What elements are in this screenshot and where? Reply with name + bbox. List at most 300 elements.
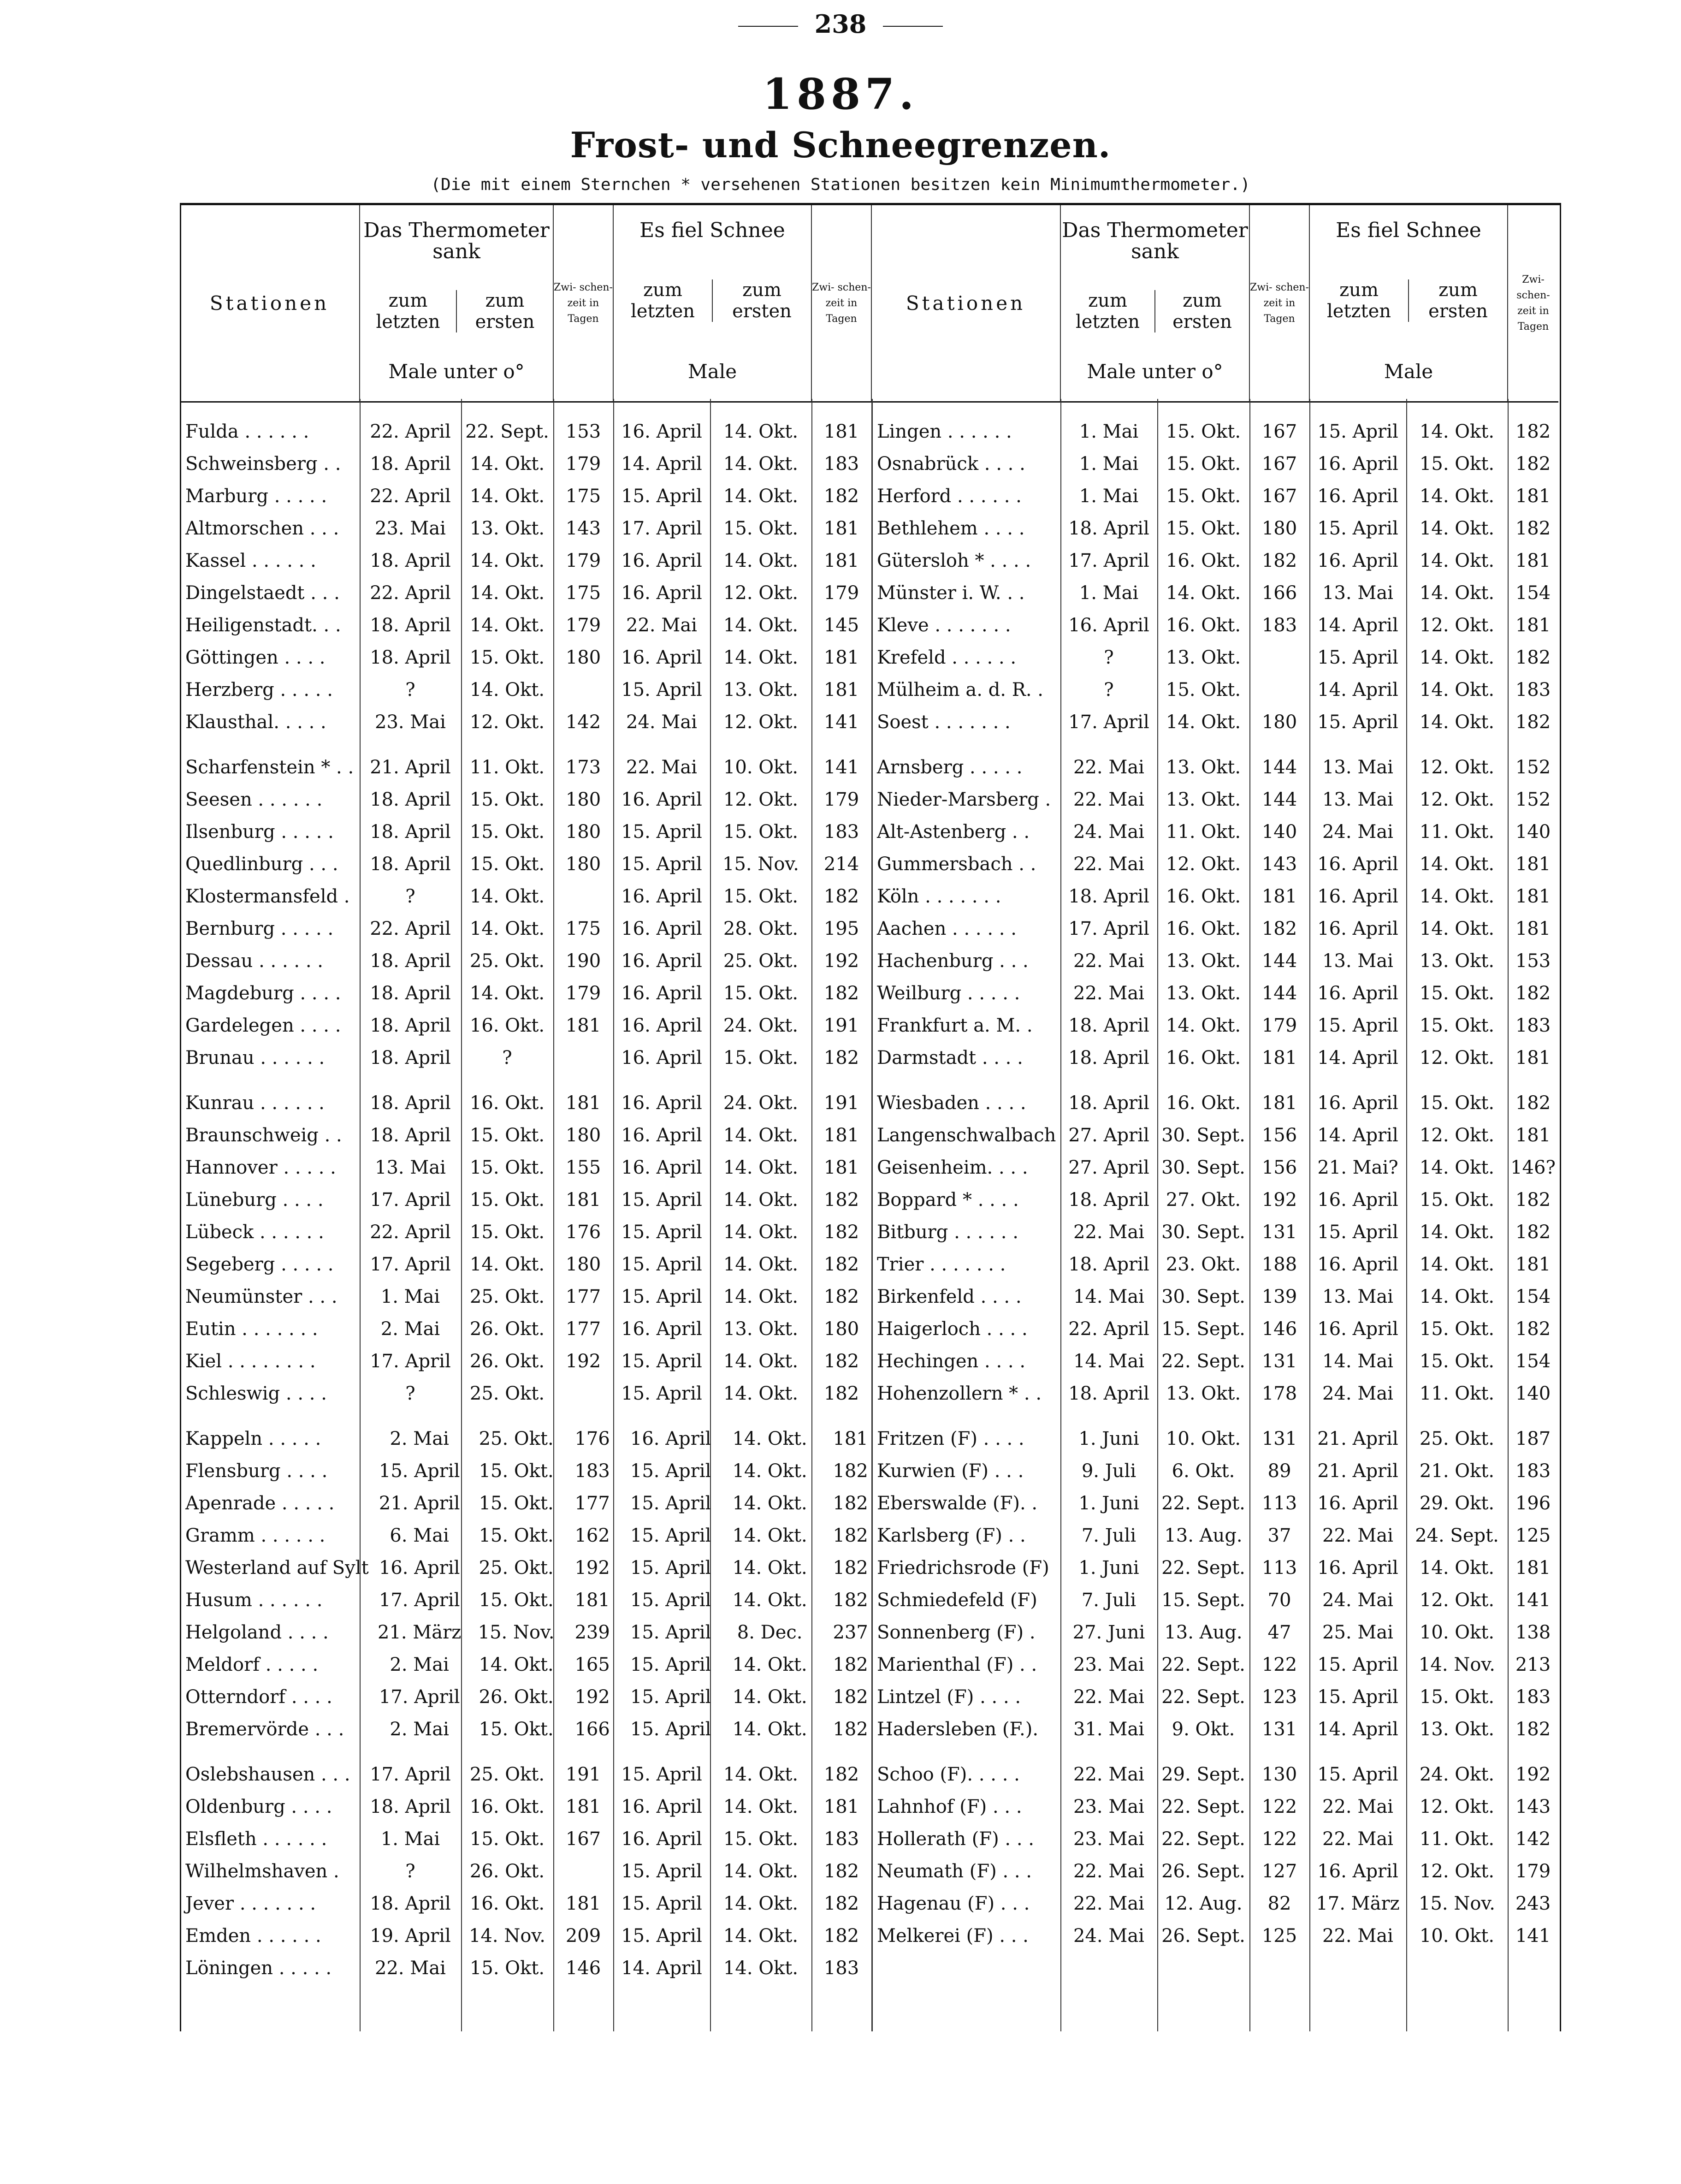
table-row	[180, 1713, 881, 1745]
table-row	[180, 977, 871, 1009]
snow-last-date: 15. April	[621, 1189, 702, 1211]
frost-last-date: 27. April	[1068, 1157, 1149, 1178]
frost-first-date: 15. Sept.	[1161, 1590, 1245, 1611]
frost-days: 180	[565, 821, 601, 843]
frost-first-date: 14. Okt.	[1166, 582, 1241, 604]
table-row	[180, 1216, 871, 1248]
frost-days: 113	[1261, 1493, 1297, 1514]
frost-days: 180	[1261, 712, 1297, 733]
frost-last-date: 15. April	[379, 1460, 460, 1482]
frost-first-date: 9. Okt.	[1172, 1719, 1235, 1740]
station-group	[871, 1087, 1558, 1410]
frost-last-date: 18. April	[370, 615, 451, 636]
snow-last-date: 16. April	[1317, 550, 1398, 571]
frost-last-date: 17. April	[370, 1189, 451, 1211]
snow-last-date: 15. April	[1317, 1654, 1398, 1675]
snow-last-date: 24. Mai	[1322, 1590, 1393, 1611]
station-name: Oslebshausen . . .	[185, 1764, 350, 1785]
frost-last-date: 17. April	[379, 1590, 460, 1611]
table-row	[180, 1552, 881, 1584]
frost-first-date: 15. Okt.	[469, 1125, 545, 1146]
snow-days: 181	[1515, 918, 1551, 939]
table-row	[871, 1042, 1558, 1074]
station-name: Weilburg . . . . .	[877, 983, 1020, 1004]
frost-days: 175	[565, 918, 601, 939]
frost-first-date: 16. Okt.	[469, 1893, 545, 1914]
snow-first-date: 14. Okt.	[723, 1254, 799, 1275]
frost-last-date: 22. April	[1068, 1318, 1149, 1340]
frost-last-date: 14. Mai	[1073, 1286, 1144, 1307]
frost-days: 47	[1267, 1622, 1291, 1643]
frost-first-date: 16. Okt.	[1166, 1092, 1241, 1114]
frost-first-date: 14. Okt.	[469, 615, 545, 636]
snow-first-date: 14. Okt.	[732, 1493, 807, 1514]
frost-last-date: 18. April	[370, 550, 451, 571]
frost-last-date: 13. Mai	[375, 1157, 446, 1178]
snow-last-date: 16. April	[621, 647, 702, 668]
frost-last-date: 17. April	[1068, 550, 1149, 571]
station-name: Heiligenstadt. . .	[185, 615, 341, 636]
frost-days: 140	[1261, 821, 1297, 843]
snow-days: 181	[1515, 1254, 1551, 1275]
station-name: Arnsberg . . . . .	[877, 757, 1023, 778]
column-rule	[613, 399, 614, 2031]
snow-days: 181	[823, 1157, 859, 1178]
snow-first-date: 12. Okt.	[1419, 1861, 1495, 1882]
frost-first-date: 16. Okt.	[1166, 1047, 1241, 1068]
frost-first-date: 25. Okt.	[479, 1557, 554, 1579]
station-name: Birkenfeld . . . .	[877, 1286, 1022, 1307]
snow-first-date: 14. Okt.	[1419, 854, 1495, 875]
snow-days: 182	[1515, 421, 1551, 442]
frost-days: 113	[1261, 1557, 1297, 1579]
snow-last-date: 16. April	[1317, 886, 1398, 907]
frost-days: 192	[565, 1351, 601, 1372]
snow-last-date: 15. April	[621, 1222, 702, 1243]
frost-first-date: 14. Okt.	[469, 486, 545, 507]
station-name: Lüneburg . . . .	[185, 1189, 324, 1211]
snow-days: 237	[833, 1622, 868, 1643]
snow-last-date: 24. Mai	[1322, 1383, 1393, 1404]
frost-last-date: 1. Juni	[1078, 1428, 1139, 1449]
snow-last-date: 15. April	[1317, 647, 1398, 668]
frost-last-date: 27. April	[1068, 1125, 1149, 1146]
frost-last-date: 23. Mai	[375, 712, 446, 733]
snow-first-date: 12. Okt.	[1419, 1125, 1495, 1146]
station-name: Hachenburg . . .	[877, 950, 1029, 972]
snow-first-date: 12. Okt.	[1419, 757, 1495, 778]
frost-first-date: 15. Okt.	[469, 789, 545, 810]
frost-first-date: 12. Aug.	[1164, 1893, 1243, 1914]
table-row	[180, 1649, 881, 1681]
frost-first-date: 14. Okt.	[469, 679, 545, 700]
frost-last-date: 18. April	[370, 1015, 451, 1036]
table-row	[180, 1791, 871, 1823]
table-row	[871, 1455, 1558, 1487]
station-name: Dingelstaedt . . .	[185, 582, 340, 604]
header-schnee: Es fiel Schnee zum letzten zum ersten Male	[1309, 205, 1508, 402]
station-group	[180, 415, 871, 738]
snow-first-date: 12. Okt.	[1419, 789, 1495, 810]
frost-days	[553, 674, 613, 706]
frost-days: 181	[1261, 1092, 1297, 1114]
snow-days: 181	[823, 1125, 859, 1146]
snow-last-date: 15. April	[621, 854, 702, 875]
snow-first-date: 25. Okt.	[1419, 1428, 1495, 1449]
frost-days: 180	[1261, 518, 1297, 539]
snow-days: 182	[823, 486, 859, 507]
frost-last-date: 14. Mai	[1073, 1351, 1144, 1372]
snow-last-date: 14. April	[1317, 1125, 1398, 1146]
snow-first-date: 14. Okt.	[723, 615, 799, 636]
snow-last-date: 15. April	[621, 1925, 702, 1947]
table-row	[180, 783, 871, 816]
snow-first-date: 14. Okt.	[723, 647, 799, 668]
snow-first-date: 15. Nov.	[722, 854, 799, 875]
snow-days: 182	[1515, 1719, 1551, 1740]
station-name: Alt-Astenberg . .	[877, 821, 1030, 843]
snow-first-date: 14. Okt.	[732, 1590, 807, 1611]
snow-days: 182	[823, 1893, 859, 1914]
snow-days: 192	[823, 950, 859, 972]
frost-last-date: 22. Mai	[1073, 1861, 1144, 1882]
snow-first-date: 11. Okt.	[1419, 821, 1495, 843]
frost-first-date: 13. Aug.	[1164, 1622, 1243, 1643]
snow-days: 182	[823, 1383, 859, 1404]
snow-last-date: 22. Mai	[1322, 1925, 1393, 1947]
snow-last-date: 21. April	[1317, 1428, 1398, 1449]
frost-days: 144	[1261, 983, 1297, 1004]
frost-first-date: 15. Okt.	[469, 1958, 545, 1979]
snow-last-date: 15. April	[630, 1719, 711, 1740]
column-rule	[1060, 399, 1061, 2031]
table-row	[871, 1345, 1558, 1377]
frost-days: 166	[574, 1719, 610, 1740]
table-row	[180, 1758, 871, 1791]
station-name: Kiel . . . . . . . .	[185, 1351, 316, 1372]
snow-first-date: 14. Okt.	[732, 1557, 807, 1579]
snow-days: 182	[833, 1719, 868, 1740]
left-header	[180, 205, 872, 403]
station-name: Köln . . . . . . .	[877, 886, 1001, 907]
frost-days: 82	[1267, 1893, 1291, 1914]
snow-first-date: 15. Okt.	[1419, 1092, 1495, 1114]
snow-first-date: 15. Okt.	[723, 886, 799, 907]
snow-days: 138	[1515, 1622, 1551, 1643]
right-header	[871, 205, 1558, 403]
frost-days: 144	[1261, 757, 1297, 778]
table-row	[871, 448, 1558, 480]
frost-days: 181	[565, 1092, 601, 1114]
frost-first-date: 13. Okt.	[1166, 789, 1241, 810]
frost-last-date: 18. April	[1068, 1383, 1149, 1404]
table-row	[871, 1487, 1558, 1519]
station-name: Marburg . . . . .	[185, 486, 327, 507]
frost-first-date: 26. Okt.	[469, 1318, 545, 1340]
frost-first-date: 23. Okt.	[1166, 1254, 1241, 1275]
station-name: Münster i. W. . .	[877, 582, 1025, 604]
frost-last-date: 18. April	[370, 983, 451, 1004]
table-row	[871, 1281, 1558, 1313]
snow-last-date: 24. Mai	[1322, 821, 1393, 843]
snow-first-date: 15. Okt.	[723, 983, 799, 1004]
table-row	[180, 415, 871, 448]
snow-last-date: 15. April	[621, 821, 702, 843]
frost-last-date: 22. April	[370, 1222, 451, 1243]
frost-first-date: 14. Okt.	[469, 983, 545, 1004]
snow-first-date: 10. Okt.	[723, 757, 799, 778]
snow-last-date: 15. April	[630, 1525, 711, 1546]
snow-last-date: 16. April	[1317, 918, 1398, 939]
station-name: Helgoland . . . .	[185, 1622, 329, 1643]
table-row	[871, 674, 1558, 706]
table-row	[180, 1009, 871, 1042]
frost-days: 181	[565, 1015, 601, 1036]
frost-first-date: 13. Okt.	[1166, 757, 1241, 778]
header-zwischenzeit: Zwi- schen- zeit in Tagen	[553, 205, 613, 402]
frost-first-date: 27. Okt.	[1166, 1189, 1241, 1211]
table-row	[871, 1519, 1558, 1552]
frost-first-date: 14. Okt.	[469, 550, 545, 571]
station-name: Hagenau (F) . . .	[877, 1893, 1030, 1914]
snow-last-date: 21. April	[1317, 1460, 1398, 1482]
snow-last-date: 16. April	[621, 1125, 702, 1146]
table-row	[871, 1887, 1558, 1920]
snow-first-date: 14. Okt.	[723, 1764, 799, 1785]
station-name: Gummersbach . .	[877, 854, 1036, 875]
frost-first-date: 15. Okt.	[469, 1157, 545, 1178]
frost-last-date: ?	[405, 679, 415, 700]
frost-last-date: 22. Mai	[1073, 1686, 1144, 1708]
frost-days: 181	[565, 1796, 601, 1817]
snow-last-date: 15. April	[621, 1764, 702, 1785]
table-row	[871, 1087, 1558, 1119]
frost-first-date: 15. Okt.	[479, 1525, 554, 1546]
column-rule	[461, 399, 462, 2031]
frost-first-date: 13. Okt.	[1166, 647, 1241, 668]
frost-first-date: 13. Okt.	[1166, 1383, 1241, 1404]
station-name: Flensburg . . . .	[185, 1460, 328, 1482]
snow-last-date: 16. April	[621, 1828, 702, 1850]
frost-last-date: 16. April	[379, 1557, 460, 1579]
frost-last-date: 18. April	[370, 1092, 451, 1114]
frost-last-date: 1. Mai	[1079, 421, 1139, 442]
snow-last-date: 15. April	[630, 1590, 711, 1611]
frost-last-date: 18. April	[370, 1893, 451, 1914]
table-row	[180, 674, 871, 706]
header-thermometer: Das Thermometer sank zum letzten zum ersten Male unter o°	[360, 205, 553, 402]
snow-days: 152	[1515, 757, 1551, 778]
frost-days: 165	[574, 1654, 610, 1675]
snow-days: 182	[823, 1861, 859, 1882]
column-rule	[710, 399, 711, 2031]
table-row	[180, 1087, 871, 1119]
snow-days: 182	[833, 1460, 868, 1482]
table-row	[871, 545, 1558, 577]
table-row	[871, 1119, 1558, 1151]
year-heading: 1887.	[762, 69, 919, 119]
frost-days: 166	[1261, 582, 1297, 604]
snow-first-date: 12. Okt.	[1419, 615, 1495, 636]
snow-first-date: 24. Sept.	[1415, 1525, 1499, 1546]
table-row	[871, 1616, 1558, 1649]
snow-first-date: 24. Okt.	[1419, 1764, 1495, 1785]
snow-first-date: 14. Okt.	[1419, 582, 1495, 604]
snow-first-date: 14. Okt.	[732, 1525, 807, 1546]
station-name: Brunau . . . . . .	[185, 1047, 325, 1068]
snow-last-date: 15. April	[630, 1686, 711, 1708]
frost-first-date: 15. Sept.	[1161, 1318, 1245, 1340]
snow-first-date: 12. Okt.	[1419, 1796, 1495, 1817]
station-name: Osnabrück . . . .	[877, 453, 1025, 475]
snow-last-date: 16. April	[621, 1157, 702, 1178]
frost-days: 156	[1261, 1125, 1297, 1146]
snow-first-date: 24. Okt.	[723, 1015, 799, 1036]
station-name: Kleve . . . . . . .	[877, 615, 1011, 636]
snow-last-date: 15. April	[630, 1557, 711, 1579]
snow-last-date: 22. Mai	[1322, 1796, 1393, 1817]
snow-days: 182	[823, 1351, 859, 1372]
snow-last-date: 13. Mai	[1322, 582, 1393, 604]
snow-days: 143	[1515, 1796, 1551, 1817]
snow-last-date: 15. April	[621, 486, 702, 507]
snow-last-date: 17. März	[1316, 1893, 1400, 1914]
frost-first-date: 22. Sept.	[1161, 1686, 1245, 1708]
snow-first-date: 15. Okt.	[1419, 453, 1495, 475]
station-group	[871, 751, 1558, 1074]
table-row	[180, 1455, 881, 1487]
frost-last-date: 22. Mai	[375, 1958, 446, 1979]
frost-last-date: 18. April	[370, 789, 451, 810]
frost-first-date: 13. Okt.	[469, 518, 545, 539]
snow-last-date: 13. Mai	[1322, 789, 1393, 810]
frost-days: 89	[1267, 1460, 1291, 1482]
frost-last-date: 22. April	[370, 421, 451, 442]
snow-last-date: 15. April	[621, 679, 702, 700]
station-name: Wiesbaden . . . .	[877, 1092, 1026, 1114]
snow-first-date: 14. Okt.	[723, 1893, 799, 1914]
frost-first-date: 22. Sept.	[465, 421, 549, 442]
station-name: Jever . . . . . . .	[185, 1893, 316, 1914]
station-name: Hollerath (F) . . .	[877, 1828, 1034, 1850]
table-row	[871, 783, 1558, 816]
frost-days: 191	[565, 1764, 601, 1785]
snow-last-date: 15. April	[630, 1460, 711, 1482]
frost-last-date: ?	[405, 1861, 415, 1882]
snow-first-date: 15. Okt.	[1419, 1686, 1495, 1708]
header-schnee: Es fiel Schnee zum letzten zum ersten Male	[613, 205, 811, 402]
station-name: Fritzen (F) . . . .	[877, 1428, 1024, 1449]
snow-first-date: 15. Okt.	[1419, 1351, 1495, 1372]
snow-last-date: 15. April	[630, 1493, 711, 1514]
snow-days: 182	[823, 886, 859, 907]
station-name: Gardelegen . . . .	[185, 1015, 341, 1036]
frost-days: 167	[565, 1828, 601, 1850]
station-group	[180, 1758, 871, 1984]
snow-days: 179	[823, 789, 859, 810]
left-table	[180, 205, 881, 1984]
snow-days: 181	[823, 518, 859, 539]
column-rule	[871, 399, 873, 2031]
snow-days: 154	[1515, 582, 1551, 604]
frost-last-date: 31. Mai	[1073, 1719, 1144, 1740]
frost-days: 131	[1261, 1222, 1297, 1243]
frost-first-date: 15. Okt.	[469, 821, 545, 843]
frost-first-date: 14. Nov.	[469, 1925, 545, 1947]
snow-last-date: 15. April	[621, 1893, 702, 1914]
frost-first-date: 6. Okt.	[1172, 1460, 1235, 1482]
frost-first-date: 14. Okt.	[1166, 712, 1241, 733]
snow-first-date: 14. Okt.	[732, 1719, 807, 1740]
snow-last-date: 24. Mai	[626, 712, 697, 733]
snow-last-date: 16. April	[621, 1047, 702, 1068]
snow-first-date: 14. Okt.	[723, 486, 799, 507]
snow-first-date: 14. Okt.	[723, 1157, 799, 1178]
station-name: Kunrau . . . . . .	[185, 1092, 325, 1114]
snow-last-date: 16. April	[621, 582, 702, 604]
frost-days: 131	[1261, 1351, 1297, 1372]
table-row	[871, 1855, 1558, 1887]
frost-last-date: 24. Mai	[1073, 821, 1144, 843]
frost-first-date: 26. Sept.	[1161, 1925, 1245, 1947]
snow-last-date: 15. April	[1317, 421, 1398, 442]
snow-first-date: 14. Okt.	[1419, 1286, 1495, 1307]
frost-first-date: 14. Okt.	[479, 1654, 554, 1675]
table-row	[871, 480, 1558, 512]
snow-first-date: 14. Okt.	[723, 1958, 799, 1979]
frost-first-date: 15. Okt.	[469, 854, 545, 875]
frost-last-date: 18. April	[1068, 1254, 1149, 1275]
frost-days: 239	[574, 1622, 610, 1643]
snow-days: 192	[1515, 1764, 1551, 1785]
frost-first-date: 14. Okt.	[1166, 1015, 1241, 1036]
table-row	[871, 1552, 1558, 1584]
station-group	[180, 1087, 871, 1410]
snow-days: 182	[833, 1525, 868, 1546]
frost-last-date: 17. April	[1068, 918, 1149, 939]
snow-last-date: 15. April	[621, 1254, 702, 1275]
station-name: Frankfurt a. M. .	[877, 1015, 1033, 1036]
snow-last-date: 16. April	[621, 918, 702, 939]
frost-days: 156	[1261, 1157, 1297, 1178]
snow-last-date: 15. April	[621, 1383, 702, 1404]
station-name: Westerland auf Sylt	[185, 1557, 369, 1579]
station-name: Bitburg . . . . . .	[877, 1222, 1018, 1243]
frost-days: 192	[574, 1557, 610, 1579]
frost-last-date: 18. April	[370, 1125, 451, 1146]
frost-days: 182	[1261, 918, 1297, 939]
frost-days: 175	[565, 486, 601, 507]
snow-days: 179	[1515, 1861, 1551, 1882]
frost-days: 181	[574, 1590, 610, 1611]
snow-first-date: 14. Okt.	[723, 1222, 799, 1243]
frost-first-date: 16. Okt.	[469, 1092, 545, 1114]
table-row	[180, 1377, 871, 1410]
snow-first-date: 14. Okt.	[1419, 1157, 1495, 1178]
table-row	[871, 1184, 1558, 1216]
frost-last-date: 22. April	[370, 582, 451, 604]
snow-first-date: 11. Okt.	[1419, 1383, 1495, 1404]
snow-last-date: 16. April	[630, 1428, 711, 1449]
station-name: Schmiedefeld (F)	[877, 1590, 1037, 1611]
snow-first-date: 13. Okt.	[1419, 950, 1495, 972]
snow-days: 181	[1515, 1125, 1551, 1146]
frost-last-date: 18. April	[370, 1047, 451, 1068]
frost-last-date: 1. Mai	[1079, 486, 1139, 507]
right-body	[871, 415, 1558, 1952]
snow-days: 182	[823, 1286, 859, 1307]
snow-last-date: 16. April	[1317, 1189, 1398, 1211]
